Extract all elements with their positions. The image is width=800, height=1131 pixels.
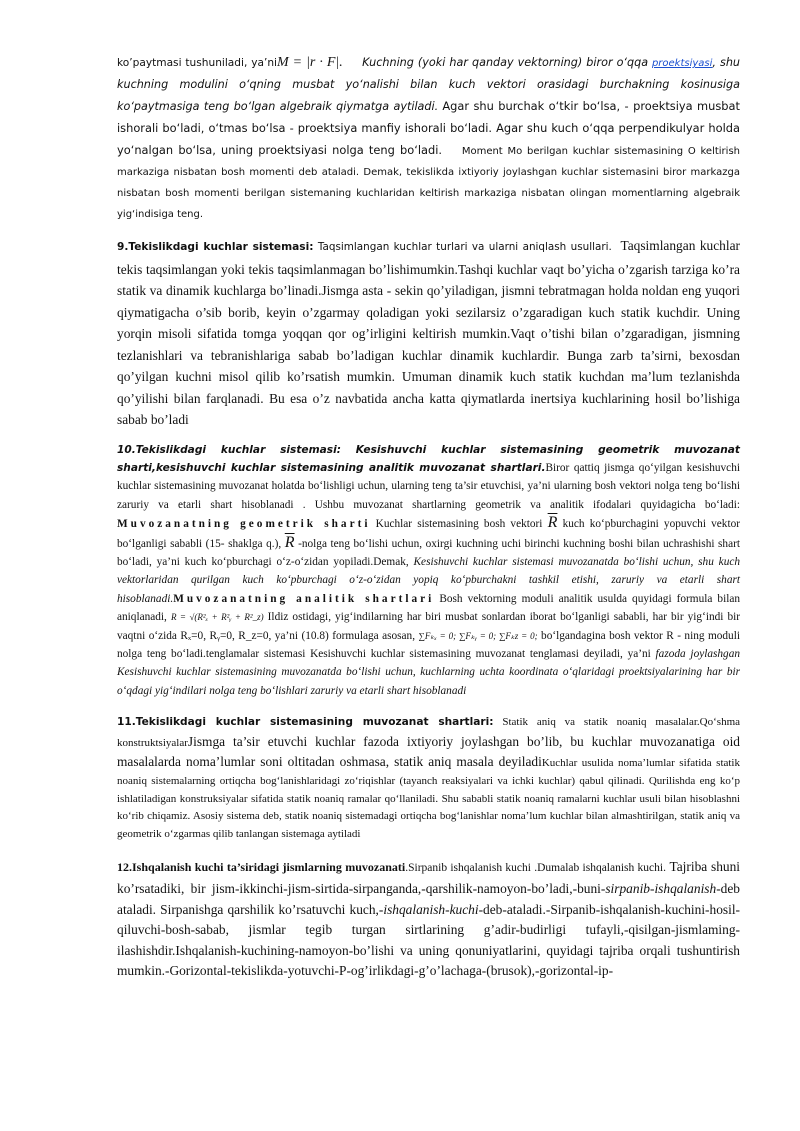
- text: Jismga ta’sir etuvchi kuchlar fazoda ixtiyoriy joylashgan bo’lib, bu kuchlar muvozanatiga oid masalalarda noma’lumlar soni oltitadan oshmasa, statik aniq masala deyiladi: [117, 733, 740, 770]
- text: Tajriba shuni ko’rsatadiki, bir jism-ikkinchi-jism-sirtida-sirpanganda,-qarshilik-namoyon-bo’ladi,-buni-: [117, 859, 740, 896]
- text: Bosh vektorning moduli analitik usulda quyidagi formula bilan aniqlanadi,: [117, 592, 741, 624]
- text: -deb ataladi. Sirpanishga qarshilik ko’rsatuvchi kuch,-: [117, 880, 740, 917]
- text: Taqsimlangan kuchlar turlari va ularni aniqlash usullari.: [317, 241, 612, 253]
- text: Kuchlar usulida noma’lumlar sifatida statik noaniq sistemalarning ortiqcha bog‘lanishlaridagi zo‘riqishlar (tayanch reaksiyalari va ichki kuchlar) qabul qilinadi. Qurilishda eng ko‘p ishlatiladigan konstruksiyalar sifatida statik noaniq ramalar qo‘llaniladi. Shu sababli statik noaniq ramalarni kuchlar usuli bilan hisoblashni ko‘rib chiqamiz. Asosiy sistema deb, statik noaniq sistemadagi ortiqcha bog‘lanishlar noma’lum kuchlar bilan almashtirilgan, statik aniq va geometrik o‘zgarmas qilib tanlangan sistemaga aytiladi: [117, 757, 740, 840]
- section-heading: 9.Tekislikdagi kuchlar sistemasi:: [117, 241, 314, 253]
- proektsiya-link[interactable]: proektsiyasi: [651, 58, 713, 69]
- text: -deb-ataladi.-Sirpanib-ishqalanish-kuchini-hosil-qiluvchi-bosh-sabab, jismlar tegib turgan sirtlarining g’adir-budirligi tufayli,-qisilgan-jismlaming-ilashishdir.Ishqalanish-kuchining-namoyon-bo’lishi va uning qonuniyatlarini, quyidagi tajriba orqali tushuntirish mumkin.-Gorizontal-tekislikda-yotuvchi-P-og’irlikdagi-g’o’lachaga-(brusok),-gorizontal-ip-: [117, 901, 740, 979]
- text: kuch ko‘pburchagini yopuvchi vektor bo‘lganligi sababli (15- shaklga q.),: [117, 518, 741, 550]
- text: ko’paytmasi tushuniladi, ya’ni: [117, 57, 277, 69]
- section-heading: 11.Tekislikdagi kuchlar sistemasining muvozanat shartlari:: [117, 716, 494, 729]
- paragraph-section-11: [117, 714, 740, 843]
- sum-formula: ∑Fₖₓ = 0; ∑Fₖᵧ = 0; ∑Fₖz = 0;: [418, 630, 538, 641]
- text: Moment Mo berilgan kuchlar sistemasining O keltirish markaziga nisbatan bosh momenti deb ataladi. Demak, tekislikda ixtiyoriy joylashgan kuchlar sistemasini biror markazga nisbatan bosh momenti berilgan sistemaning kuchlaridan keltirish markaziga nisbatan olingan momentlarning algebraik yig‘indisiga teng.: [117, 146, 740, 220]
- text: Biror qattiq jismga qo‘yilgan kesishuvchi kuchlar sistemasining muvozanat holatda bo‘lishligi uchun, ularning teng ta’sir etuvchisi, ya’ni ularning bosh vektori nolga teng bo‘lishi zaruriy va etarli shart hisoblanadi . Ushbu muvozanat shartlarning geometrik va analitik ifodalari quyidagicha bo‘ladi:: [117, 461, 740, 511]
- text: -nolga teng bo‘lishi uchun, oxirgi kuchning uchi birinchi kuchning boshi bilan uchrashishi shart bo‘ladi, ya’ni kuch ko‘pburchagi o‘z-o‘zidan yopiladi.Demak,: [117, 537, 740, 568]
- vector-r-symbol: $\overline{R}$: [284, 533, 295, 551]
- text: fazoda joylashgan Kesishuvchi kuchlar sistemasining muvozanatda bo‘lishi uchun, kuchlarning uchta koordinata o‘qlaridagi proektsiyalarining har bir o‘qdagi yig‘indilari nolga teng bo‘lishlari zaruriy va etarli shart hisoblanadi: [117, 647, 741, 697]
- text: Taqsimlangan kuchlar tekis taqsimlangan yoki tekis taqsimlanmagan bo’lishimumkin.Tashqi kuchlar vaqt bo’yicha o’zgarish tarziga ko’ra statik va dinamik kuchlarga bo’linadi.Jismga asta - sekin qo’yiladigan, jismni tebratmagan holda noldan eng yuqori qiymatigacha o’sib borib, keyin o’zgarmay qoladigan yoki sezilarsiz o’zgaradigan kuch statik kuchdir. Uning yorqin misoli sifatida tomga yoqqan qor og’irligini keltirish mumkin.Vaqt o’tishi bilan o’zgaradigan, jismning tezlanishlari va tebranishlariga sabab bo’ladigan kuchlar dinamik kuchlardir. Bunga zarb ta’sirni, bexosdan qo’yilgan kuchni misol qilib ko’rsatish mumkin. Umuman dinamik kuch statik kuchdan ma’lum tezlanishda qo’yilishi bilan farqlanadi. Bu esa o’z navbatida ancha katta qiymatlarda inertsiya kuchlarining hosil bo’lishiga sabab bo’ladi: [117, 238, 740, 427]
- text: sirpanib-ishqalanish: [605, 880, 717, 896]
- moment-formula: M = |r · F|.: [276, 55, 343, 70]
- subheading-analytic: Muvozanatning analitik shartlari: [173, 592, 435, 605]
- text: ishqalanish-kuchi: [383, 901, 479, 917]
- text: Kuchning (yoki har qanday vektorning) biror o‘qqa: [362, 56, 649, 69]
- subheading-geometric: Muvozanatning geometrik sharti: [117, 518, 371, 531]
- section-heading: 10.Tekislikdagi kuchlar sistemasi: Kesishuvchi kuchlar sistemasining geometrik muvozanat sharti,kesishuvchi kuchlar sistemasining analitik muvozanat shartlari.: [117, 443, 740, 474]
- paragraph-section-10: [117, 441, 740, 701]
- paragraph-section-9: [117, 235, 740, 431]
- vector-r-symbol: $\overline{R}$: [547, 514, 558, 532]
- text: bo‘lgandagina bosh vektor R - ning moduli nolga teng bo‘ladi.tenglamalar sistemasi Kesishuvchi kuchlar sistemasining muvozanat tenglamasi deyiladi, ya’ni: [117, 629, 740, 660]
- modulus-formula: R = √(R²ₓ + R²ᵧ + R²_z): [170, 612, 264, 623]
- text: Agar shu burchak o‘tkir bo‘lsa, - proektsiya musbat ishorali bo‘ladi, o‘tmas bo‘lsa - proektsiya manfiy ishorali bo‘ladi. Agar shu kuch o‘qqa perpendikulyar holda yo‘nalgan bo‘lsa, uning proektsiyasi nolga teng bo‘ladi.: [117, 99, 740, 157]
- text: , shu kuchning modulini o‘qning musbat yo‘nalishi bilan kuch vektori orasidagi burchakning kosinusiga ko‘paytmasiga teng bo‘lgan algebraik qiymatga aytiladi.: [117, 56, 741, 113]
- document-page: [117, 52, 740, 982]
- text: Kesishuvchi kuchlar sistemasi muvozanatda bo‘lishi uchun, shu kuch vektorlaridan qurilgan kuch ko‘pburchagi o‘z-o‘zidan yopiq ko‘pburchakni tashkil etishi, zaruriy va etarli shart hisoblanadi.: [117, 555, 741, 605]
- text: Statik aniq va statik noaniq masalalar.Qo‘shma konstruktsiyalar: [117, 716, 741, 749]
- paragraph-moment: [117, 52, 740, 225]
- text: Ildiz ostidagi, yig‘indilarning har biri musbat sonlardan iborat bo‘lganligi sababli, har bir yig‘indi bir vaqtni o‘zida Rₓ=0, Rᵧ=0, R_z=0, ya’ni (10.8) formulaga asosan,: [117, 611, 740, 642]
- paragraph-section-12: [117, 857, 740, 982]
- text: Kuchlar sistemasining bosh vektori: [375, 518, 543, 531]
- text: .Sirpanib ishqalanish kuchi .Dumalab ishqalanish kuchi.: [405, 862, 666, 875]
- section-heading: 12.Ishqalanish kuchi ta’siridagi jismlarning muvozanati: [117, 860, 406, 875]
